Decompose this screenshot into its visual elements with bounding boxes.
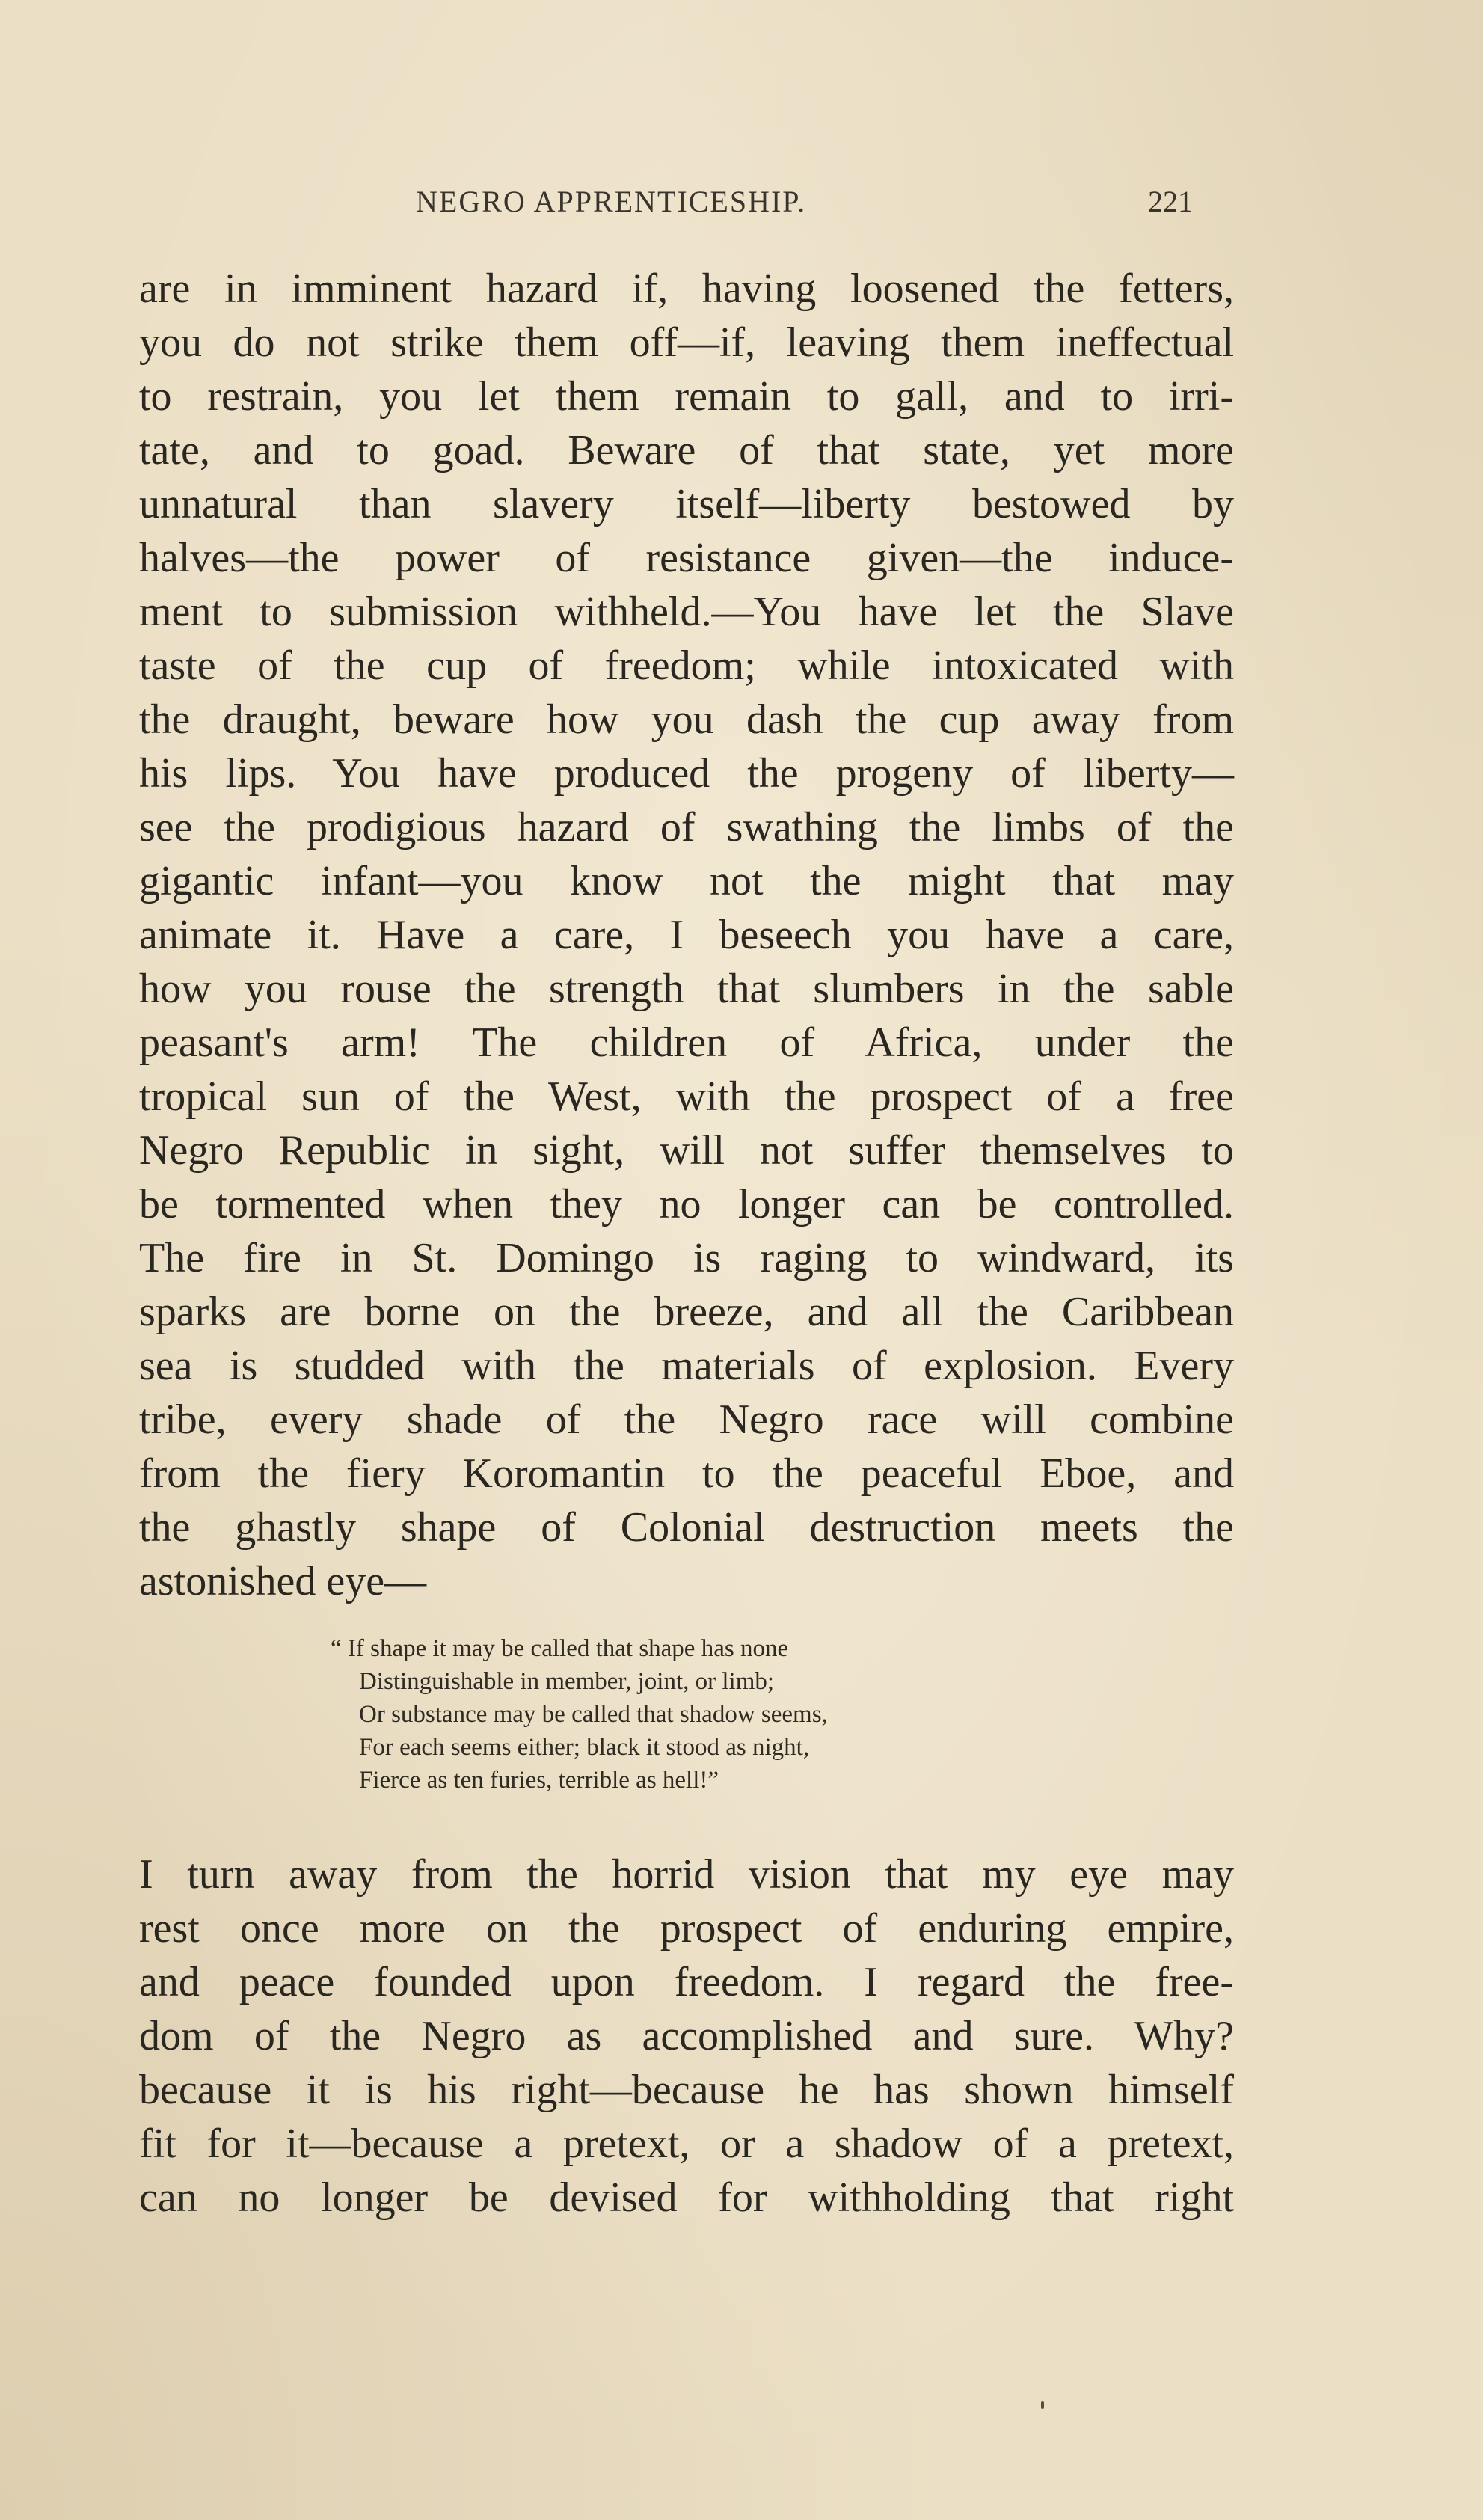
- text-line: and peace founded upon freedom. I regard the free-: [139, 1959, 1234, 2005]
- text-line: because it is his right—because he has shown himself: [139, 2067, 1234, 2113]
- text-line: be tormented when they no longer can be controlled.: [139, 1181, 1234, 1227]
- body-paragraph-1: [139, 262, 1234, 1608]
- text-line: unnatural than slavery itself—liberty bestowed by: [139, 481, 1234, 527]
- text-line: dom of the Negro as accomplished and sure. Why?: [139, 2013, 1234, 2059]
- verse-line: Or substance may be called that shadow seems,: [359, 1701, 828, 1728]
- text-line: the draught, beware how you dash the cup away from: [139, 696, 1234, 743]
- text-line: see the prodigious hazard of swathing the limbs of the: [139, 804, 1234, 850]
- running-head: [0, 184, 1483, 229]
- text-line: rest once more on the prospect of enduring empire,: [139, 1905, 1234, 1952]
- body-paragraph-2: [139, 1848, 1234, 2225]
- text-line: to restrain, you let them remain to gall, and to irri-: [139, 373, 1234, 420]
- text-line: sparks are borne on the breeze, and all the Caribbean: [139, 1289, 1234, 1335]
- text-line: are in imminent hazard if, having loosened the fetters,: [139, 266, 1234, 312]
- verse-line: For each seems either; black it stood as night,: [359, 1734, 810, 1761]
- verse-line: “ If shape it may be called that shape has none: [331, 1635, 789, 1662]
- text-line: the ghastly shape of Colonial destruction meets the: [139, 1504, 1234, 1551]
- text-line: from the fiery Koromantin to the peaceful Eboe, and: [139, 1450, 1234, 1497]
- text-line: his lips. You have produced the progeny of liberty—: [139, 750, 1234, 797]
- text-line: you do not strike them off—if, leaving them ineffectual: [139, 319, 1234, 366]
- verse-line: Fierce as ten furies, terrible as hell!”: [359, 1767, 719, 1794]
- running-title: NEGRO APPRENTICESHIP.: [416, 185, 807, 218]
- text-line: ment to submission withheld.—You have let the Slave: [139, 589, 1234, 635]
- text-line: The fire in St. Domingo is raging to windward, its: [139, 1235, 1234, 1281]
- text-line: peasant's arm! The children of Africa, under the: [139, 1020, 1234, 1066]
- page-number: 221: [1148, 185, 1193, 218]
- verse-line: Distinguishable in member, joint, or limb;: [359, 1668, 775, 1695]
- text-line: animate it. Have a care, I beseech you have a care,: [139, 912, 1234, 958]
- text-line: taste of the cup of freedom; while intoxicated with: [139, 643, 1234, 689]
- text-line: astonished eye—: [139, 1558, 427, 1604]
- text-line: Negro Republic in sight, will not suffer themselves to: [139, 1127, 1234, 1174]
- text-line: tribe, every shade of the Negro race will combine: [139, 1397, 1234, 1443]
- text-line: fit for it—because a pretext, or a shadow of a pretext,: [139, 2121, 1234, 2167]
- text-line: gigantic infant—you know not the might that may: [139, 858, 1234, 904]
- text-line: can no longer be devised for withholding that right: [139, 2174, 1234, 2221]
- text-line: how you rouse the strength that slumbers in the sable: [139, 966, 1234, 1012]
- text-line: sea is studded with the materials of explosion. Every: [139, 1343, 1234, 1389]
- text-line: tate, and to goad. Beware of that state, yet more: [139, 427, 1234, 473]
- verse-quotation: [331, 1632, 828, 1797]
- paper-blemish: [1041, 2401, 1044, 2409]
- text-line: halves—the power of resistance given—the induce-: [139, 535, 1234, 581]
- text-line: I turn away from the horrid vision that my eye may: [139, 1851, 1234, 1898]
- text-line: tropical sun of the West, with the prospect of a free: [139, 1073, 1234, 1120]
